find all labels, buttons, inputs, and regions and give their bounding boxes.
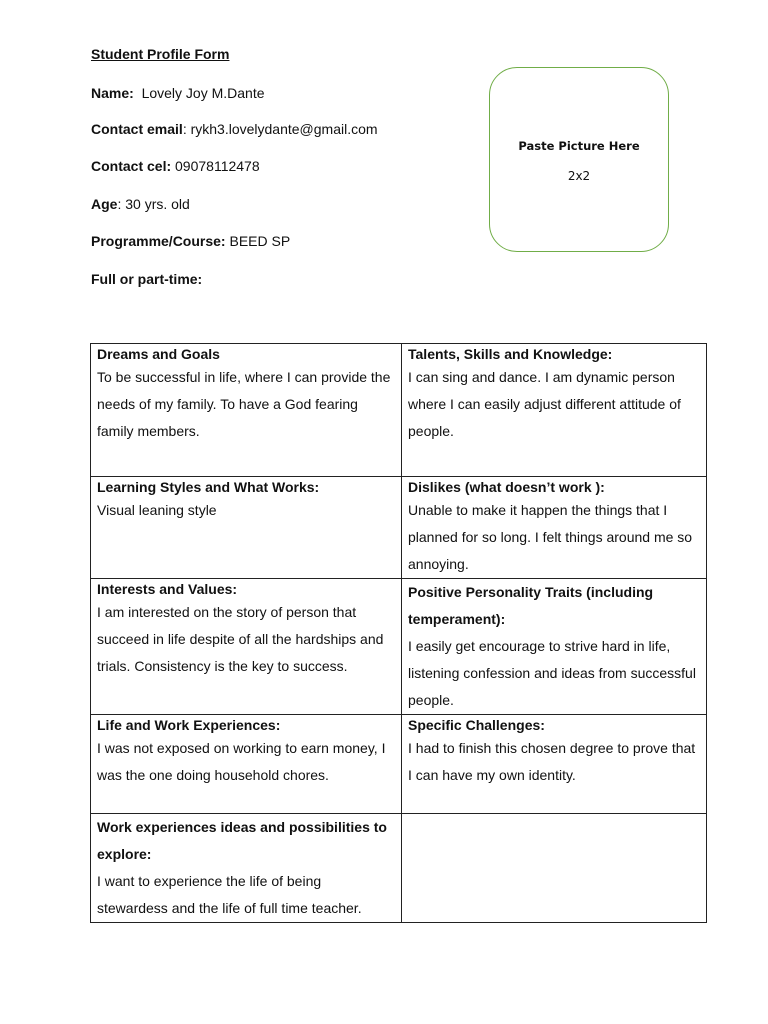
work-ideas-heading: Work experiences ideas and possibilities to explore: (97, 819, 387, 862)
talents-heading: Talents, Skills and Knowledge: (408, 346, 613, 362)
dreams-body: To be successful in life, where I can provide the needs of my family. To have a God fearing family members. (97, 369, 391, 439)
cel-field (91, 158, 260, 174)
age-field (91, 196, 190, 212)
interests-body: I am interested on the story of person that succeed in life despite of all the hardships and trials. Consistency is the key to success. (97, 604, 384, 674)
table-row (91, 715, 707, 814)
course-label: Programme/Course: (91, 233, 226, 249)
challenges-heading: Specific Challenges: (408, 717, 545, 733)
empty-cell (402, 814, 707, 923)
interests-cell (91, 579, 402, 715)
talents-body: I can sing and dance. I am dynamic person where I can easily adjust different attitude of people. (408, 369, 681, 439)
work-ideas-body: I want to experience the life of being stewardess and the life of full time teacher. (97, 873, 362, 916)
email-field (91, 121, 378, 137)
challenges-cell (402, 715, 707, 814)
dreams-heading: Dreams and Goals (97, 346, 220, 362)
photo-instruction: Paste Picture Here (518, 139, 640, 153)
table-row (91, 344, 707, 477)
interests-heading: Interests and Values: (97, 581, 238, 597)
talents-cell (402, 344, 707, 477)
dreams-cell (91, 344, 402, 477)
table-row (91, 579, 707, 715)
learning-cell (91, 477, 402, 579)
photo-placeholder (489, 67, 669, 252)
dislikes-cell (402, 477, 707, 579)
experiences-cell (91, 715, 402, 814)
form-title: Student Profile Form (91, 46, 230, 62)
course-value: BEED SP (229, 233, 291, 249)
dislikes-heading: Dislikes (what doesn’t work ): (408, 479, 605, 495)
name-label: Name: (91, 85, 134, 101)
email-label: Contact email (91, 121, 183, 137)
traits-heading: Positive Personality Traits (including temperament): (408, 584, 654, 627)
cel-label: Contact cel: (91, 158, 172, 174)
work-ideas-cell (91, 814, 402, 923)
learning-heading: Learning Styles and What Works: (97, 479, 320, 495)
traits-body: I easily get encourage to strive hard in life, listening confession and ideas from successful people. (408, 638, 696, 708)
dislikes-body: Unable to make it happen the things that I planned for so long. I felt things around me so annoying. (408, 502, 693, 572)
email-value: : rykh3.lovelydante@gmail.com (182, 121, 378, 137)
profile-table (90, 343, 707, 923)
course-field (91, 233, 290, 249)
age-value: : 30 yrs. old (117, 196, 190, 212)
name-field (91, 85, 265, 101)
traits-cell (402, 579, 707, 715)
learning-body: Visual leaning style (97, 502, 217, 518)
challenges-body: I had to finish this chosen degree to prove that I can have my own identity. (408, 740, 696, 783)
age-label: Age (91, 196, 118, 212)
photo-size: 2x2 (567, 169, 591, 183)
experiences-heading: Life and Work Experiences: (97, 717, 281, 733)
table-row (91, 477, 707, 579)
cel-value: 09078112478 (175, 158, 260, 174)
experiences-body: I was not exposed on working to earn money, I was the one doing household chores. (97, 740, 386, 783)
time-label: Full or part-time: (91, 271, 203, 287)
time-field (91, 271, 202, 287)
table-row (91, 814, 707, 923)
name-value: Lovely Joy M.Dante (141, 85, 265, 101)
